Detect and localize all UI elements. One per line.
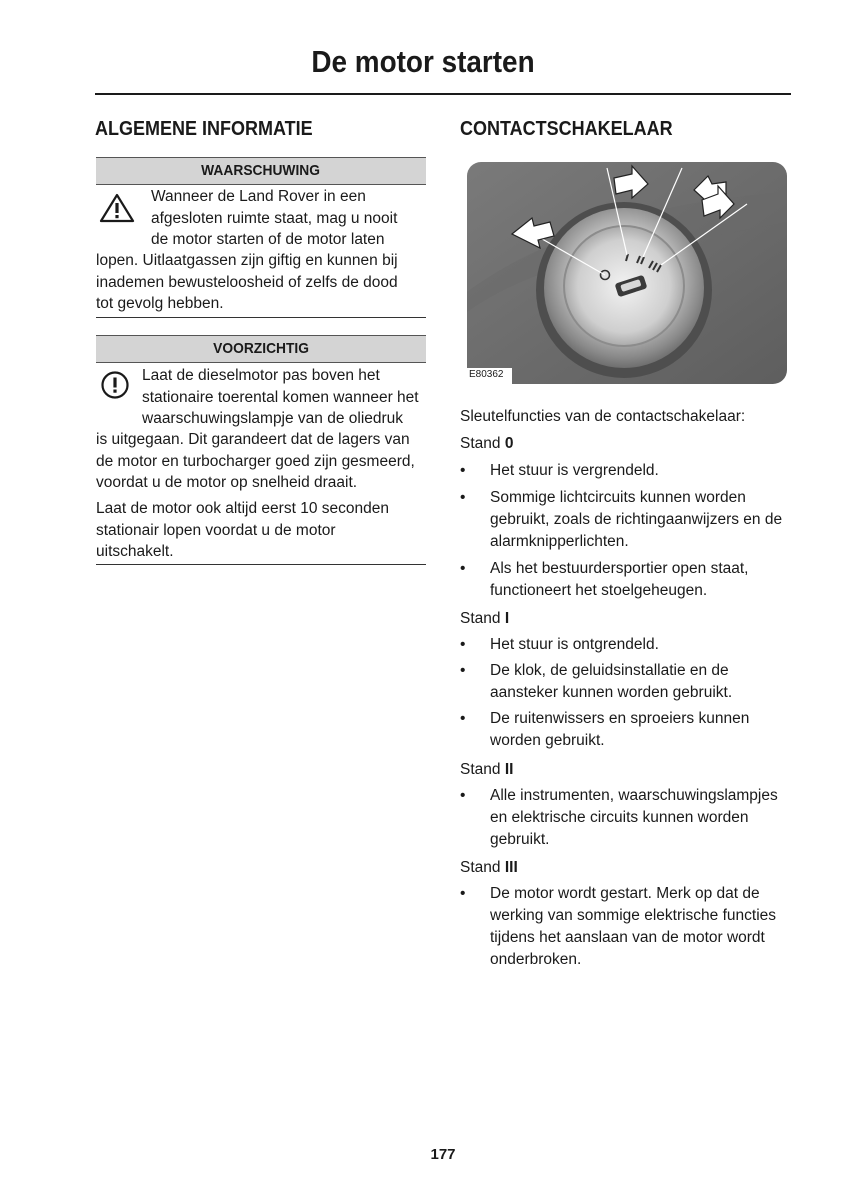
ignition-switch-figure: [464, 162, 788, 386]
caution-header: [96, 335, 426, 363]
stand-value: III: [504, 859, 518, 876]
bullet-line: Het stuur is ontgrendeld.: [490, 636, 659, 653]
bullet-line: alarmknipperlichten.: [490, 533, 629, 550]
bullet-line: aansteker kunnen worden gebruikt.: [490, 684, 733, 701]
section-heading-general: ALGEMENE INFORMATIE: [95, 118, 313, 140]
bullet-line: onderbroken.: [490, 951, 582, 968]
warning-line: inademen bewusteloosheid of zelfs de dood: [96, 273, 398, 291]
bullet-icon: •: [460, 710, 466, 727]
caution-line: voordat u de motor op snelheid draait.: [96, 474, 358, 491]
warning-bottom-rule: [96, 317, 426, 318]
caution-line: waarschuwingslampje van de oliedruk: [142, 410, 404, 427]
caution-line: de motor en turbocharger goed zijn gesmeerd,: [96, 452, 415, 470]
page-title: De motor starten: [311, 44, 535, 79]
caution-extra-line: Laat de motor ook altijd eerst 10 seconden: [96, 500, 389, 517]
warning-label: WAARSCHUWING: [201, 162, 321, 179]
bullet-icon: •: [460, 662, 466, 679]
caution-line: Laat de dieselmotor pas boven het: [142, 367, 380, 384]
stand-label: Stand: [460, 610, 501, 627]
caution-line: is uitgegaan. Dit garandeert dat de lagers van: [96, 431, 410, 448]
stand-label: Stand: [460, 859, 501, 876]
bullet-line: en elektrische circuits kunnen worden: [490, 809, 749, 826]
stand-value: II: [504, 761, 514, 778]
warning-triangle-icon: [99, 192, 135, 224]
caution-extra-line: uitschakelt.: [96, 543, 174, 560]
caution-extra-text: [96, 498, 389, 563]
warning-text-indented: [151, 186, 397, 251]
caution-line: stationaire toerental komen wanneer het: [142, 388, 419, 406]
stand-heading: [460, 857, 518, 879]
warning-text: [96, 250, 398, 315]
caution-extra-line: stationair lopen voordat u de motor: [96, 521, 336, 539]
bullet-line: De motor wordt gestart. Merk op dat de: [490, 885, 760, 902]
bullet-icon: •: [460, 560, 466, 577]
page-number: 177: [430, 1146, 456, 1163]
bullet-icon: •: [460, 462, 466, 479]
warning-line: Wanneer de Land Rover in een: [151, 188, 366, 205]
warning-line: lopen. Uitlaatgassen zijn giftig en kunnen bij: [96, 252, 398, 269]
bullet-line: functioneert het stoelgeheugen.: [490, 582, 708, 599]
bullet-line: Als het bestuurdersportier open staat,: [490, 560, 749, 577]
bullet-line: Sommige lichtcircuits kunnen worden: [490, 489, 746, 506]
title-divider: [95, 93, 791, 95]
caution-circle-icon: [100, 370, 130, 400]
bullet-icon: •: [460, 489, 466, 506]
bullet-line: De klok, de geluidsinstallatie en de: [490, 662, 729, 679]
stand-heading: [460, 608, 509, 630]
bullet-line: werking van sommige elektrische functies: [490, 907, 777, 924]
bullet-line: tijdens het aanslaan van de motor wordt: [490, 929, 765, 946]
caution-text: [96, 429, 415, 494]
stand-value: I: [504, 610, 510, 627]
stand-heading: [460, 759, 513, 781]
figure-code: E80362: [469, 369, 504, 380]
caution-label: VOORZICHTIG: [213, 340, 309, 357]
section-heading-ignition: CONTACTSCHAKELAAR: [460, 118, 673, 140]
bullet-line: gebruikt, zoals de richtingaanwijzers en de: [490, 511, 783, 528]
warning-header: [96, 157, 426, 185]
bullet-icon: •: [460, 787, 466, 804]
intro-text: Sleutelfuncties van de contactschakelaar:: [460, 408, 746, 425]
bullet-line: Het stuur is vergrendeld.: [490, 462, 659, 479]
bullet-line: gebruikt.: [490, 831, 550, 848]
stand-heading: [460, 433, 513, 455]
bullet-line: De ruitenwissers en sproeiers kunnen: [490, 710, 750, 727]
bullet-icon: •: [460, 885, 466, 902]
stand-value: 0: [504, 435, 514, 452]
bullet-line: Alle instrumenten, waarschuwingslampjes: [490, 787, 778, 804]
stand-label: Stand: [460, 761, 501, 778]
bullet-line: worden gebruikt.: [490, 732, 605, 749]
warning-line: afgesloten ruimte staat, mag u nooit: [151, 209, 398, 227]
caution-bottom-rule: [96, 564, 426, 565]
warning-line: tot gevolg hebben.: [96, 295, 224, 312]
stand-label: Stand: [460, 435, 501, 452]
bullet-icon: •: [460, 636, 466, 653]
caution-text-indented: [142, 365, 419, 430]
warning-line: de motor starten of de motor laten: [151, 231, 385, 248]
